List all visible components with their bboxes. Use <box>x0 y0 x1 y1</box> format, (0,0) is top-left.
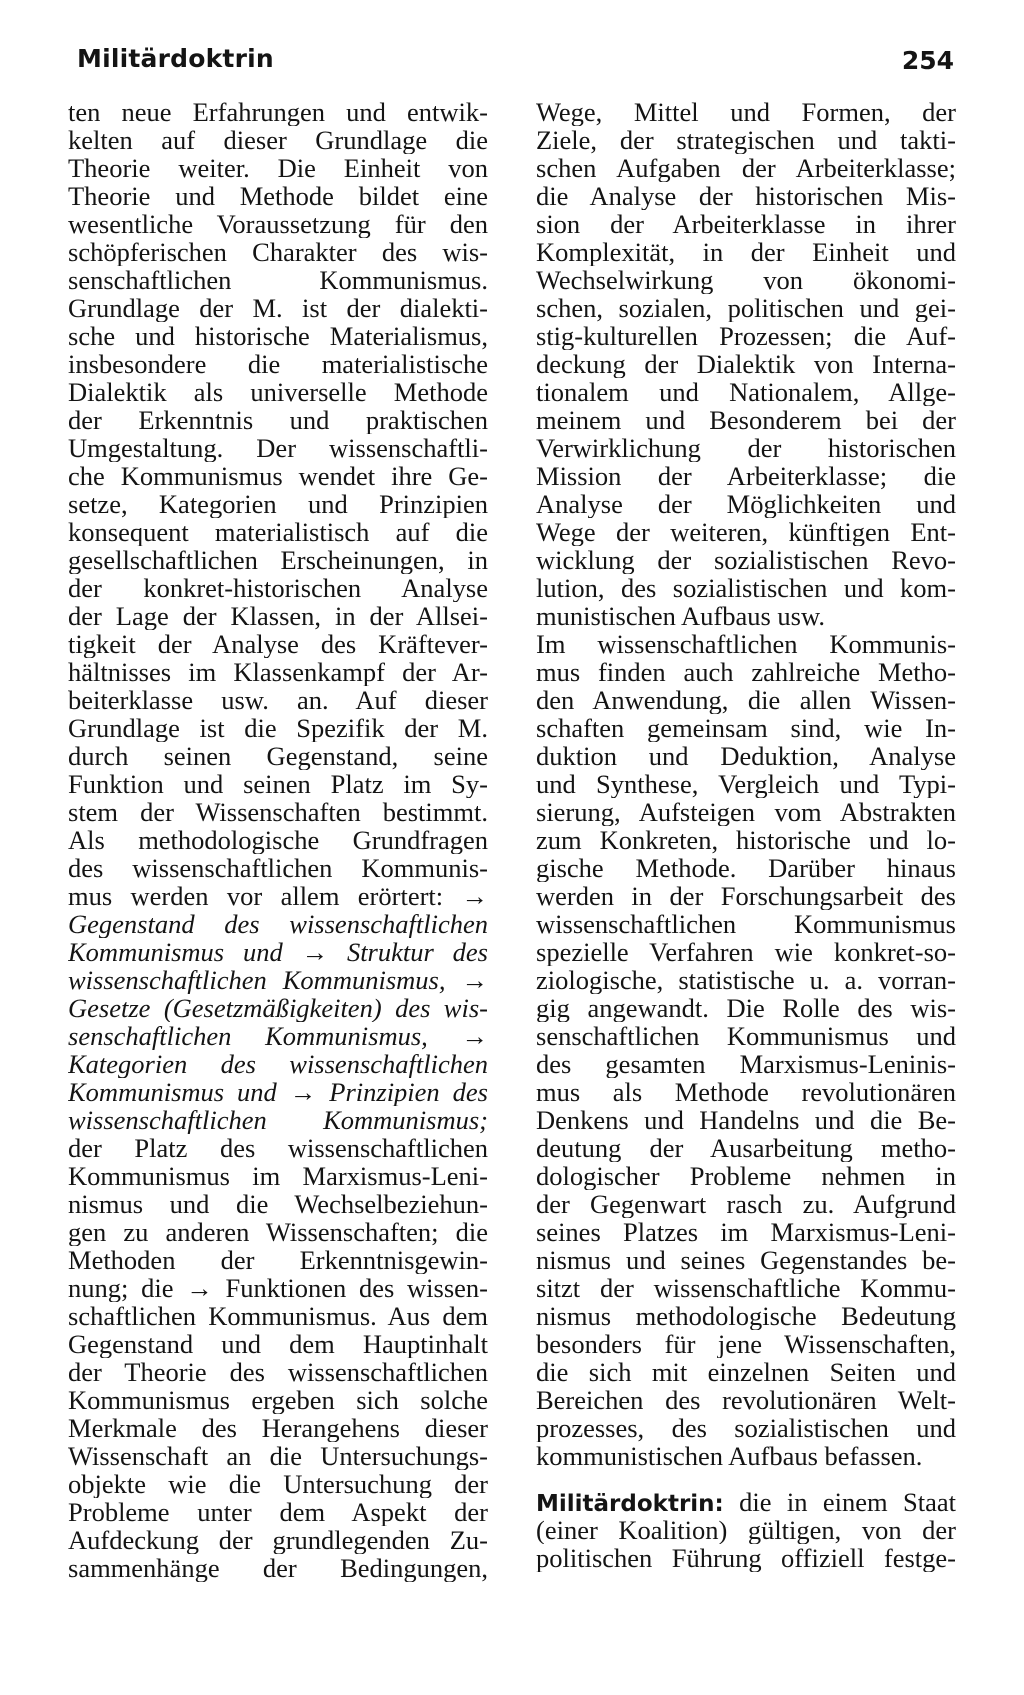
text-line: Funktion und seinen Platz im Sy- <box>68 770 488 798</box>
right-column <box>536 98 956 1572</box>
text-line: schaften gemeinsam sind, wie In- <box>536 714 956 742</box>
text-line: sion der Arbeiterklasse in ihrer <box>536 210 956 238</box>
text-line: wissenschaftlichen Kommunismus, → <box>68 966 488 994</box>
text-line: senschaftlichen Kommunismus. <box>68 266 488 294</box>
running-header-title: Militärdoktrin <box>77 44 274 73</box>
text-line: der Theorie des wissenschaftlichen <box>68 1358 488 1386</box>
text-line: sche und historische Materialismus, <box>68 322 488 350</box>
text-line: Kommunismus im Marxismus-Leni- <box>68 1162 488 1190</box>
text-line: nung; die → Funktionen des wissen- <box>68 1274 488 1302</box>
text-line: schen Aufgaben der Arbeiterklasse; <box>536 154 956 182</box>
text-line: der Lage der Klassen, in der Allsei- <box>68 602 488 630</box>
text-line: Wechselwirkung von ökonomi- <box>536 266 956 294</box>
text-line: Wege der weiteren, künftigen Ent- <box>536 518 956 546</box>
text-line: der konkret-historischen Analyse <box>68 574 488 602</box>
text-line: zum Konkreten, historische und lo- <box>536 826 956 854</box>
text-line: Kategorien des wissenschaftlichen <box>68 1050 488 1078</box>
text-line: sitzt der wissenschaftliche Kommu- <box>536 1274 956 1302</box>
text-line: Kommunismus und → Struktur des <box>68 938 488 966</box>
text-line: Probleme unter dem Aspekt der <box>68 1498 488 1526</box>
text-line: Analyse der Möglichkeiten und <box>536 490 956 518</box>
text-line: duktion und Deduktion, Analyse <box>536 742 956 770</box>
entry-text-line: politischen Führung offiziell festge- <box>536 1544 956 1572</box>
entry-first-line-text: die in einem Staat <box>723 1488 956 1516</box>
left-column <box>68 98 488 1582</box>
text-line: werden in der Forschungsarbeit des <box>536 882 956 910</box>
text-line: der Erkenntnis und praktischen <box>68 406 488 434</box>
text-line: dologischer Probleme nehmen in <box>536 1162 956 1190</box>
text-line: besonders für jene Wissenschaften, <box>536 1330 956 1358</box>
entry-headword: Militärdoktrin: <box>536 1491 724 1516</box>
text-line: Gesetze (Gesetzmäßigkeiten) des wis- <box>68 994 488 1022</box>
text-line: Denkens und Handelns und die Be- <box>536 1106 956 1134</box>
text-line: sammenhänge der Bedingungen, <box>68 1554 488 1582</box>
text-line: senschaftlichen Kommunismus, → <box>68 1022 488 1050</box>
text-line: tigkeit der Analyse des Kräftever- <box>68 630 488 658</box>
text-line: mus werden vor allem erörtert: → <box>68 882 488 910</box>
text-line: ten neue Erfahrungen und entwik- <box>68 98 488 126</box>
text-line: Komplexität, in der Einheit und <box>536 238 956 266</box>
text-line: deckung der Dialektik von Interna- <box>536 350 956 378</box>
text-line: Grundlage der M. ist der dialekti- <box>68 294 488 322</box>
text-line: mus als Methode revolutionären <box>536 1078 956 1106</box>
text-line: Methoden der Erkenntnisgewin- <box>68 1246 488 1274</box>
text-line: insbesondere die materialistische <box>68 350 488 378</box>
text-line: schöpferischen Charakter des wis- <box>68 238 488 266</box>
text-line: gig angewandt. Die Rolle des wis- <box>536 994 956 1022</box>
text-line: Theorie weiter. Die Einheit von <box>68 154 488 182</box>
text-line: Als methodologische Grundfragen <box>68 826 488 854</box>
text-line: den Anwendung, die allen Wissen- <box>536 686 956 714</box>
text-line: Wissenschaft an die Untersuchungs- <box>68 1442 488 1470</box>
text-line: Merkmale des Herangehens dieser <box>68 1414 488 1442</box>
text-line: Bereichen des revolutionären Welt- <box>536 1386 956 1414</box>
text-line: wissenschaftlichen Kommunismus <box>536 910 956 938</box>
text-line: lution, des sozialistischen und kom- <box>536 574 956 602</box>
text-line: Gegenstand und dem Hauptinhalt <box>68 1330 488 1358</box>
text-line: die Analyse der historischen Mis- <box>536 182 956 210</box>
text-line: deutung der Ausarbeitung metho- <box>536 1134 956 1162</box>
text-line: stem der Wissenschaften bestimmt. <box>68 798 488 826</box>
entry-first-line <box>536 1488 956 1516</box>
text-line: spezielle Verfahren wie konkret-so- <box>536 938 956 966</box>
text-line: konsequent materialistisch auf die <box>68 518 488 546</box>
text-line: ziologische, statistische u. a. vorran- <box>536 966 956 994</box>
text-line: hältnisses im Klassenkampf der Ar- <box>68 658 488 686</box>
text-line: kommunistischen Aufbaus befassen. <box>536 1442 923 1470</box>
text-line: Im wissenschaftlichen Kommunis- <box>536 630 956 658</box>
text-line: stig-kulturellen Prozessen; die Auf- <box>536 322 956 350</box>
text-line: Gegenstand des wissenschaftlichen <box>68 910 488 938</box>
entry-spacer <box>536 1470 956 1488</box>
text-line: Aufdeckung der grundlegenden Zu- <box>68 1526 488 1554</box>
text-line: des wissenschaftlichen Kommunis- <box>68 854 488 882</box>
text-line: mus finden auch zahlreiche Metho- <box>536 658 956 686</box>
text-line: Kommunismus ergeben sich solche <box>68 1386 488 1414</box>
text-line: wicklung der sozialistischen Revo- <box>536 546 956 574</box>
entry-text-line: (einer Koalition) gültigen, von der <box>536 1516 956 1544</box>
text-line: gische Methode. Darüber hinaus <box>536 854 956 882</box>
text-line: schen, sozialen, politischen und gei- <box>536 294 956 322</box>
text-line: wissenschaftlichen Kommunismus; <box>68 1106 488 1134</box>
text-line: nismus und die Wechselbeziehun- <box>68 1190 488 1218</box>
text-line: Grundlage ist die Spezifik der M. <box>68 714 488 742</box>
text-line: nismus und seines Gegenstandes be- <box>536 1246 956 1274</box>
text-line: Mission der Arbeiterklasse; die <box>536 462 956 490</box>
text-line: beiterklasse usw. an. Auf dieser <box>68 686 488 714</box>
text-line: sierung, Aufsteigen vom Abstrakten <box>536 798 956 826</box>
text-line: tionalem und Nationalem, Allge- <box>536 378 956 406</box>
text-line: seines Platzes im Marxismus-Leni- <box>536 1218 956 1246</box>
text-line: Umgestaltung. Der wissenschaftli- <box>68 434 488 462</box>
right-column-lines <box>536 98 956 1470</box>
text-line: munistischen Aufbaus usw. <box>536 602 826 630</box>
text-line: des gesamten Marxismus-Leninis- <box>536 1050 956 1078</box>
text-line: schaftlichen Kommunismus. Aus dem <box>68 1302 488 1330</box>
text-line: durch seinen Gegenstand, seine <box>68 742 488 770</box>
text-line: der Gegenwart rasch zu. Aufgrund <box>536 1190 956 1218</box>
text-line: Verwirklichung der historischen <box>536 434 956 462</box>
text-line: wesentliche Voraussetzung für den <box>68 210 488 238</box>
text-line: die sich mit einzelnen Seiten und <box>536 1358 956 1386</box>
text-line: senschaftlichen Kommunismus und <box>536 1022 956 1050</box>
text-line: gen zu anderen Wissenschaften; die <box>68 1218 488 1246</box>
text-line: der Platz des wissenschaftlichen <box>68 1134 488 1162</box>
page-number: 254 <box>901 46 954 75</box>
text-line: Ziele, der strategischen und takti- <box>536 126 956 154</box>
text-line: Theorie und Methode bildet eine <box>68 182 488 210</box>
text-line: prozesses, des sozialistischen und <box>536 1414 956 1442</box>
text-line: Wege, Mittel und Formen, der <box>536 98 956 126</box>
text-line: che Kommunismus wendet ihre Ge- <box>68 462 488 490</box>
text-line: meinem und Besonderem bei der <box>536 406 956 434</box>
text-line: kelten auf dieser Grundlage die <box>68 126 488 154</box>
text-line: setze, Kategorien und Prinzipien <box>68 490 488 518</box>
text-line: gesellschaftlichen Erscheinungen, in <box>68 546 488 574</box>
text-line: nismus methodologische Bedeutung <box>536 1302 956 1330</box>
text-line: Kommunismus und → Prinzipien des <box>68 1078 488 1106</box>
text-line: und Synthese, Vergleich und Typi- <box>536 770 956 798</box>
text-line: Dialektik als universelle Methode <box>68 378 488 406</box>
text-line: objekte wie die Untersuchung der <box>68 1470 488 1498</box>
